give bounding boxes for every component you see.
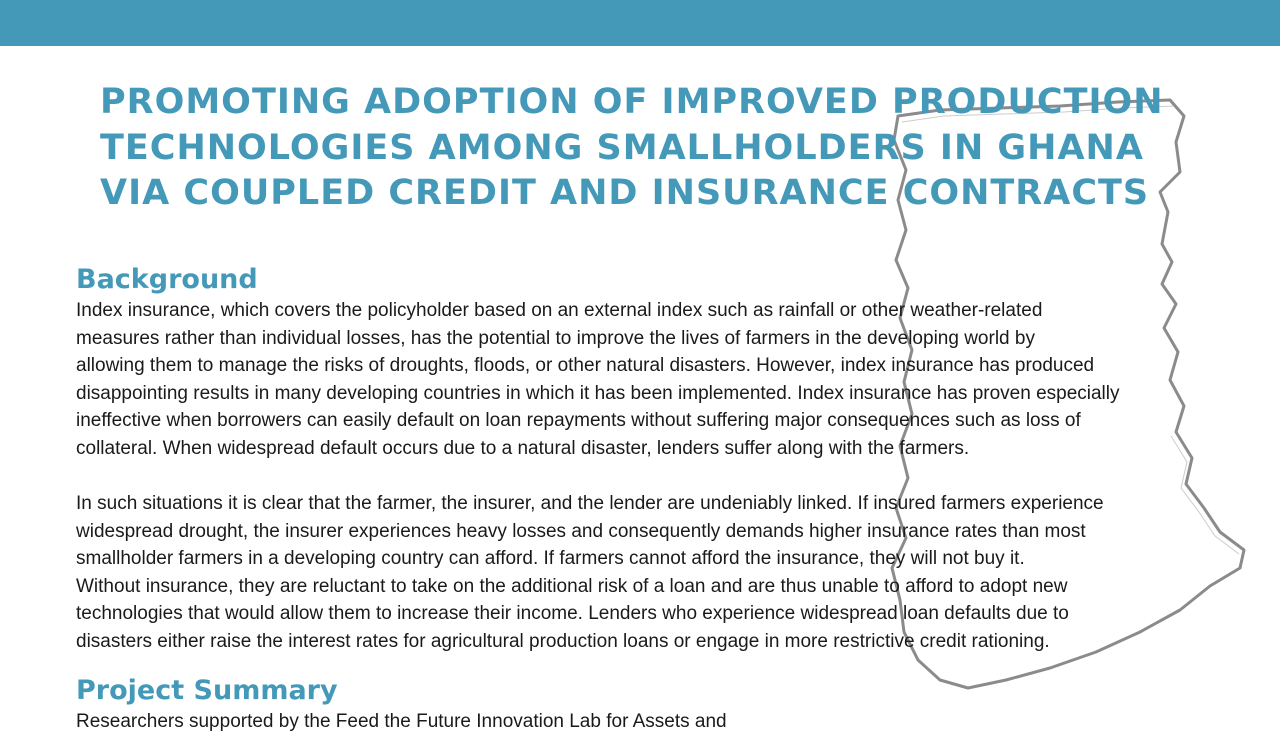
text-line: technologies that would allow them to increase their income. Lenders who experience widespread loan defaults due to (76, 603, 1069, 625)
text-line: collateral. When widespread default occurs due to a natural disaster, lenders suffer along with the farmers. (76, 437, 970, 459)
text-line: smallholder farmers in a developing country can afford. If farmers cannot afford the insurance, they will not buy it. (76, 548, 1025, 570)
background-heading: Background (76, 264, 258, 295)
text-line: disappointing results in many developing countries in which it has been implemented. Index insurance has proven especially (76, 382, 1120, 404)
text-line: Without insurance, they are reluctant to take on the additional risk of a loan and are thus unable to afford to adopt new (76, 575, 1068, 597)
project-summary-heading: Project Summary (76, 675, 338, 706)
background-paragraph-1 (76, 297, 1226, 463)
text-line: In such situations it is clear that the farmer, the insurer, and the lender are undeniably linked. If insured farmers experience (76, 493, 1104, 514)
background-paragraph-2 (76, 490, 1226, 656)
text-line: measures rather than individual losses, has the potential to improve the lives of farmers in the developing world by (76, 327, 1035, 349)
text-line: widespread drought, the insurer experiences heavy losses and consequently demands higher insurance rates than most (76, 520, 1086, 542)
title-line: PROMOTING ADOPTION OF IMPROVED PRODUCTION (100, 82, 1164, 122)
text-line: allowing them to manage the risks of droughts, floods, or other natural disasters. However, index insurance has produced (76, 355, 1095, 377)
title-line: VIA COUPLED CREDIT AND INSURANCE CONTRACTS (100, 173, 1150, 213)
text-line: Researchers supported by the Feed the Future Innovation Lab for Assets and (76, 711, 727, 732)
seal-logo-icon (96, 0, 126, 4)
text-line: ineffective when borrowers can easily default on loan repayments without suffering major consequences such as loss of (76, 410, 1081, 432)
text-line: Index insurance, which covers the policyholder based on an external index such as rainfall or other weather-related (76, 300, 1043, 321)
document-title (100, 80, 1220, 217)
project-summary-paragraph-1 (76, 708, 1226, 736)
header-bar (0, 0, 1280, 46)
text-line: disasters either raise the interest rates for agricultural production loans or engage in more restrictive credit rationing. (76, 630, 1050, 652)
title-line: TECHNOLOGIES AMONG SMALLHOLDERS IN GHANA (100, 127, 1144, 168)
